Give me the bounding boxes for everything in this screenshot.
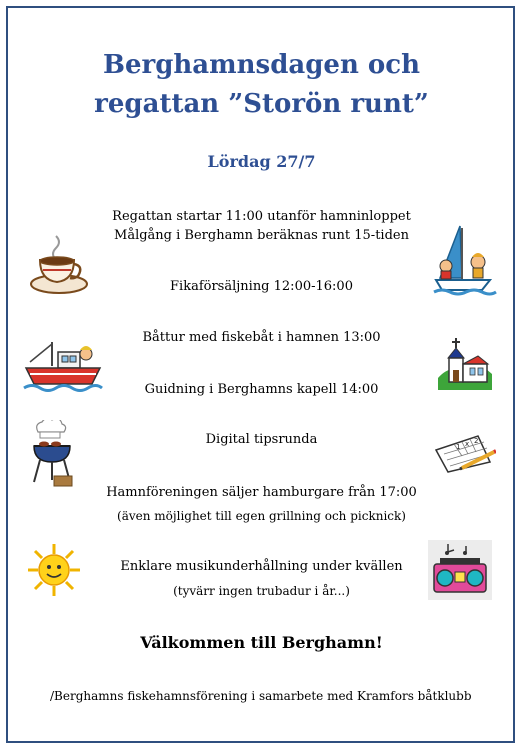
svg-text:1: 1 bbox=[456, 443, 461, 451]
burgers-note-text: (även möjlighet till egen grillning och picknick) bbox=[117, 509, 406, 523]
quiz-sheet-icon bbox=[432, 432, 496, 474]
regatta-start-text: Regattan startar 11:00 utanför hamninloppet bbox=[112, 209, 411, 224]
fishing-boat-icon bbox=[22, 336, 104, 396]
music-text: Enklare musikunderhållning under kvällen bbox=[120, 559, 403, 574]
quiz-text: Digital tipsrunda bbox=[205, 432, 318, 447]
chapel-icon bbox=[436, 334, 494, 392]
welcome-text: Välkommen till Berghamn! bbox=[140, 633, 383, 652]
poster-title-line2: regattan ”Storön runt” bbox=[94, 89, 429, 119]
boombox-icon bbox=[428, 540, 492, 600]
svg-text:2: 2 bbox=[474, 437, 479, 445]
sailboat-icon bbox=[432, 222, 498, 302]
coffee-cup-icon bbox=[28, 232, 90, 296]
poster-title-line1: Berghamnsdagen och bbox=[103, 50, 420, 80]
burgers-text: Hamnföreningen säljer hamburgare från 17:00 bbox=[106, 485, 417, 500]
coffee-sale-text: Fikaförsäljning 12:00-16:00 bbox=[170, 279, 353, 294]
boat-tour-text: Båttur med fiskebåt i hamnen 13:00 bbox=[142, 330, 381, 345]
regatta-finish-text: Målgång i Berghamn beräknas runt 15-tiden bbox=[114, 228, 409, 243]
music-note-text: (tyvärr ingen trubadur i år...) bbox=[173, 584, 350, 598]
svg-text:x: x bbox=[465, 440, 470, 448]
sun-icon bbox=[26, 542, 82, 598]
event-date: Lördag 27/7 bbox=[207, 152, 316, 171]
chapel-tour-text: Guidning i Berghamns kapell 14:00 bbox=[144, 382, 379, 397]
organizer-footer: /Berghamns fiskehamnsförening i samarbete med Kramfors båtklubb bbox=[50, 689, 472, 703]
grill-icon bbox=[28, 420, 78, 490]
